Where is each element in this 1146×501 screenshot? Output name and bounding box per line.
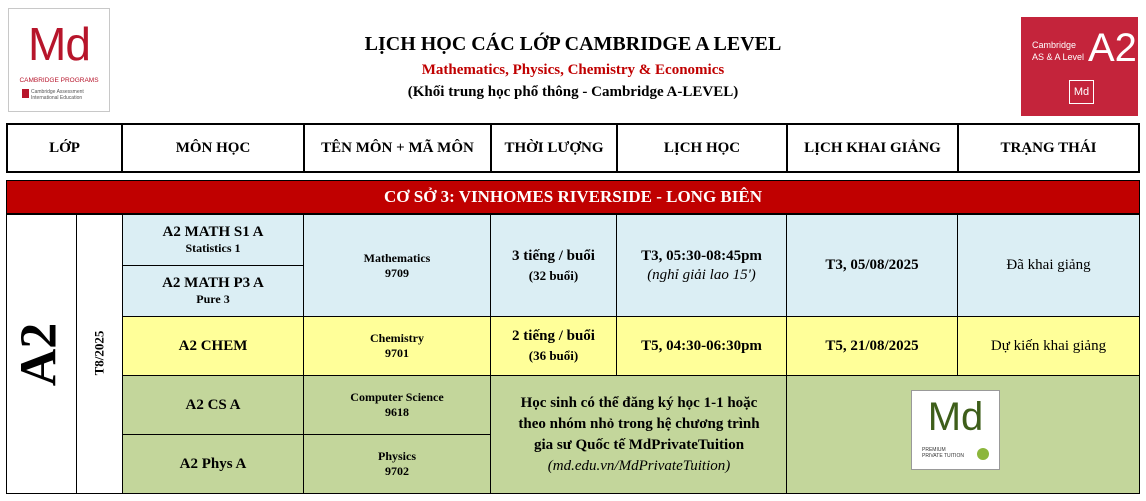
header-subject-code: TÊN MÔN + MÃ MÔN [303,123,492,173]
term-label: T8/2025 [91,330,107,376]
opening-chem: T5, 21/08/2025 [786,316,958,376]
assessment-text: Cambridge Assessment International Education [31,89,84,101]
class-math-s1 [122,214,304,266]
logo-text: Cambridge AS & A Level [1032,40,1085,62]
subject-phys: Physics 9702 [303,434,491,494]
schedule-chem: T5, 04:30-06:30pm [616,316,787,376]
target-icon [977,448,989,460]
header-duration: THỜI LƯỢNG [490,123,618,173]
class-phys: A2 Phys A [122,434,304,494]
logo-mark: Md [28,18,90,70]
status-chem: Dự kiến khai giảng [957,316,1140,376]
opening-math: T3, 05/08/2025 [786,214,958,317]
subject-chem: Chemistry 9701 [303,316,491,376]
logo-level: A2 [1088,26,1137,70]
class-math-p3 [122,265,304,317]
duration-math: 3 tiếng / buổi (32 buổi) [490,214,617,317]
header-class: LỚP [6,123,123,173]
page-title: LỊCH HỌC CÁC LỚP CAMBRIDGE A LEVEL [364,33,782,55]
logo-md-mark: Md [1069,80,1094,104]
logo-subtitle: CAMBRIDGE PROGRAMS [19,77,99,84]
duration-chem: 2 tiếng / buổi (36 buổi) [490,316,617,376]
class-chem: A2 CHEM [122,316,304,376]
subject-cs: Computer Science 9618 [303,375,491,435]
private-tuition-note: Học sinh có thể đăng ký học 1-1 hoặc theo nhóm nhỏ trong hệ chương trình gia sư Quốc tế MdPrivateTuition (md.edu.vn/MdPrivateTuition) [490,375,788,494]
page-subtitle: Mathematics, Physics, Chemistry & Economics [421,62,725,78]
class-name: A2 MATH S1 A [162,224,264,240]
header-schedule: LỊCH HỌC [616,123,788,173]
header-subject: MÔN HỌC [121,123,305,173]
status-math: Đã khai giảng [957,214,1140,317]
grade-label: A2 [10,322,68,386]
md-premium-private-tuition-logo: Md PREMIUM PRIVATE TUITION [911,390,1000,470]
schedule-math: T3, 05:30-08:45pm (nghỉ giải lao 15') [616,214,787,317]
subject-math: Mathematics 9709 [303,214,491,317]
class-name: A2 MATH P3 A [162,275,264,291]
page-description: (Khối trung học phổ thông - Cambridge A-LEVEL) [407,84,739,100]
class-cs: A2 CS A [122,375,304,435]
header-status: TRẠNG THÁI [957,123,1140,173]
class-sub: Pure 3 [196,292,230,306]
class-sub: Statistics 1 [185,241,241,255]
campus-banner: CƠ SỞ 3: VINHOMES RIVERSIDE - LONG BIÊN [6,180,1140,214]
header-opening-date: LỊCH KHAI GIẢNG [786,123,959,173]
